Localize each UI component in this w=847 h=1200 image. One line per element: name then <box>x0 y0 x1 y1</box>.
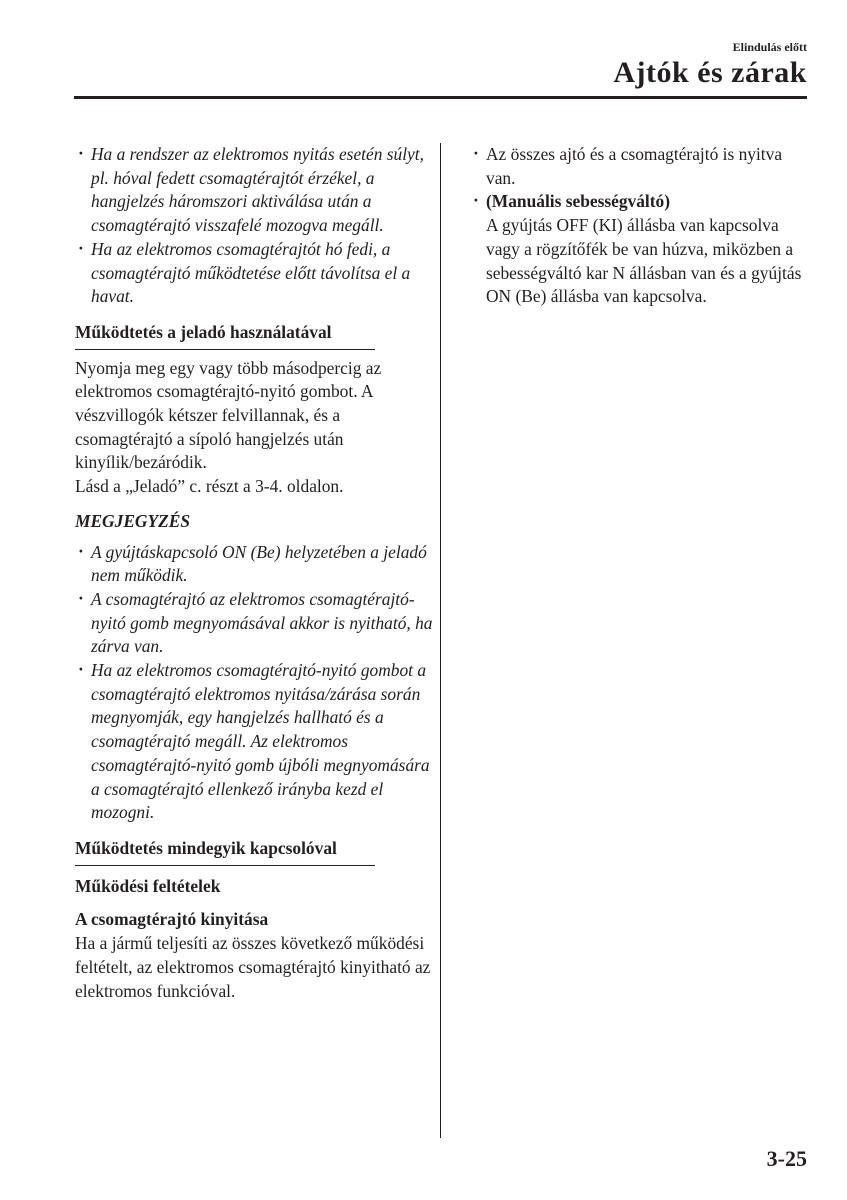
intro-bullet: · Ha a rendszer az elektromos nyitás esetén súlyt, pl. hóval fedett csomagtérajtót érzékel, a hangjelzés háromszori aktiválása után a csomagtérajtó visszafelé mozogva megáll. <box>75 143 435 238</box>
note-bullet: · Ha az elektromos csomagtérajtó-nyitó gombot a csomagtérajtó elektromos nyitása/zárása során megnyomják, egy hangjelzés hallható és a csomagtérajtó megáll. Az elektromos csomagtérajtó-nyitó gomb újbóli megnyomására a csomagtérajtó ellenkező irányba kezd el mozogni. <box>75 659 435 825</box>
note-title: MEGJEGYZÉS <box>75 510 190 531</box>
heading-transmitter: Működtetés a jeladó használatával <box>75 321 375 350</box>
open-paragraph: Ha a jármű teljesíti az összes következő működési feltételt, az elektromos csomagtérajtó kinyitható az elektromos funkcióval. <box>75 933 431 1001</box>
condition-label: (Manuális sebességváltó) <box>486 191 671 212</box>
transmitter-reference: Lásd a „Jeladó” c. részt a 3-4. oldalon. <box>75 476 344 497</box>
header-rule <box>74 96 807 99</box>
condition-bullet: · Az összes ajtó és a csomagtérajtó is nyitva van. <box>470 143 810 190</box>
transmitter-paragraph: Nyomja meg egy vagy több másodpercig az elektromos csomagtérajtó-nyitó gombot. A vészvillogók kétszer felvillannak, és a csomagtérajtó a sípoló hangjelzés után kinyílik/bezáródik. <box>75 357 382 473</box>
condition-bullet <box>470 190 810 309</box>
right-column <box>470 143 810 309</box>
heading-switches: Működtetés mindegyik kapcsolóval <box>75 837 375 866</box>
left-column <box>75 143 435 1003</box>
section-title: Elindulás előtt <box>732 40 807 54</box>
intro-bullet: · Ha az elektromos csomagtérajtót hó fedi, a csomagtérajtó működtetése előtt távolítsa el a havat. <box>75 238 435 309</box>
subheading-open: A csomagtérajtó kinyitása <box>75 909 269 930</box>
note-bullet: · A gyújtáskapcsoló ON (Be) helyzetében a jeladó nem működik. <box>75 541 435 588</box>
subheading-conditions: Működési feltételek <box>75 875 221 896</box>
note-bullet: · A csomagtérajtó az elektromos csomagtérajtó-nyitó gomb megnyomásával akkor is nyitható, ha zárva van. <box>75 588 435 659</box>
page-number: 3-25 <box>766 1146 807 1171</box>
column-divider <box>440 143 441 1138</box>
condition-text: A gyújtás OFF (KI) állásba van kapcsolva vagy a rögzítőfék be van húzva, miközben a sebességváltó kar N állásban van és a gyújtás ON (Be) állásba van kapcsolva. <box>486 215 802 307</box>
page-title: Ajtók és zárak <box>613 56 807 89</box>
